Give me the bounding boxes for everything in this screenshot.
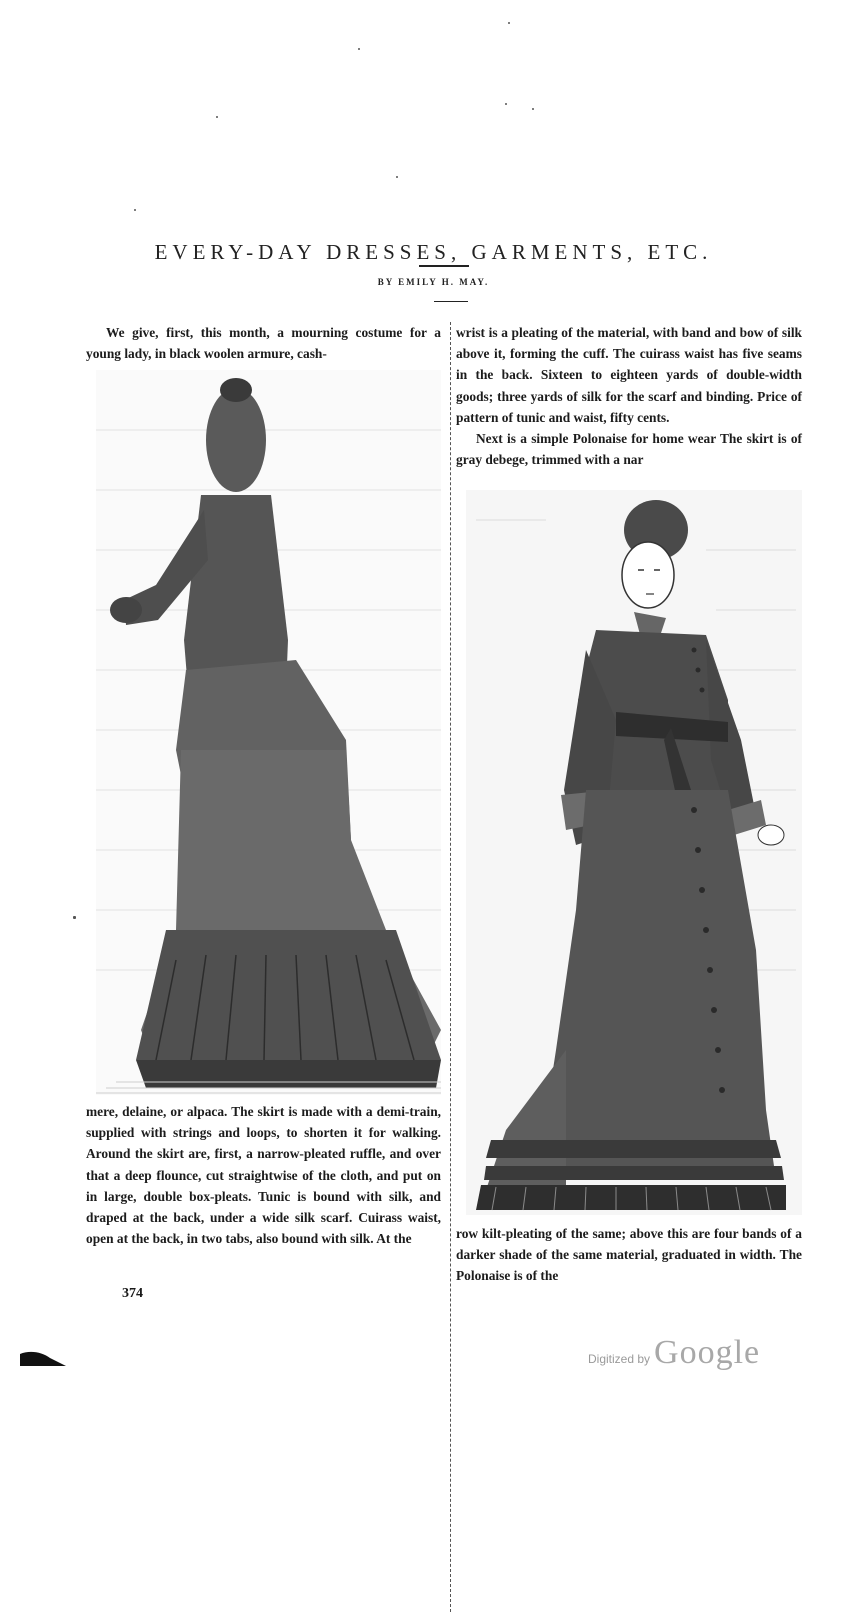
print-speck bbox=[396, 176, 398, 178]
right-paragraph-2: Next is a simple Polonaise for home wear The skirt is of gray debege, trimmed with a nar bbox=[456, 431, 802, 468]
dress-figure-icon bbox=[96, 370, 441, 1095]
byline-divider bbox=[434, 301, 468, 302]
right-paragraph-1: wrist is a pleating of the material, with band and bow of silk above it, forming the cuff. The cuirass waist has five seams in the back. Sixteen to eighteen yards of double-width goods; three yards of silk for the scarf and binding. Price of pattern of tunic and waist, fifty cents. bbox=[456, 325, 802, 425]
print-speck bbox=[134, 209, 136, 211]
article-byline: BY EMILY H. MAY. bbox=[377, 277, 490, 287]
page-corner-mark bbox=[20, 1348, 68, 1370]
left-paragraph-continued: mere, delaine, or alpaca. The skirt is made with a demi-train, supplied with strings and loops, to shorten it for walking. Around the skirt are, first, a narrow-pleated ruffle, and over that a deep flounce, cut straightwise of the cloth, and put on in large, double box-pleats. Tunic is bound with silk, and draped at the back, under a wide silk scarf. Cuirass waist, open at the back, in two tabs, also bound with silk. At the bbox=[86, 1104, 441, 1247]
print-speck bbox=[508, 22, 510, 24]
digitized-label: Digitized by bbox=[588, 1352, 651, 1366]
page-number: 374 bbox=[122, 1286, 143, 1301]
digitized-by-google-watermark bbox=[588, 1334, 760, 1372]
print-speck bbox=[358, 48, 360, 50]
article-title: EVERY-DAY DRESSES, GARMENTS, ETC. bbox=[154, 240, 713, 265]
left-column-top bbox=[86, 322, 441, 364]
left-column-bottom bbox=[86, 1101, 441, 1249]
column-divider bbox=[450, 322, 451, 1612]
print-speck bbox=[532, 108, 534, 110]
dress-figure-icon bbox=[466, 490, 802, 1215]
left-paragraph-start: We give, first, this month, a mourning costume for a young lady, in black woolen armure, cash- bbox=[86, 325, 441, 362]
title-divider bbox=[419, 265, 469, 267]
print-speck bbox=[505, 103, 507, 105]
right-column-top bbox=[456, 322, 802, 470]
right-paragraph-continued: row kilt-pleating of the same; above this are four bands of a darker shade of the same material, graduated in width. The Polonaise is of the bbox=[456, 1226, 802, 1284]
print-speck bbox=[73, 916, 76, 919]
polonaise-illustration bbox=[466, 490, 802, 1215]
print-speck bbox=[216, 116, 218, 118]
right-column-bottom bbox=[456, 1223, 802, 1287]
mourning-costume-illustration bbox=[96, 370, 441, 1095]
google-logo: Google bbox=[654, 1334, 761, 1371]
